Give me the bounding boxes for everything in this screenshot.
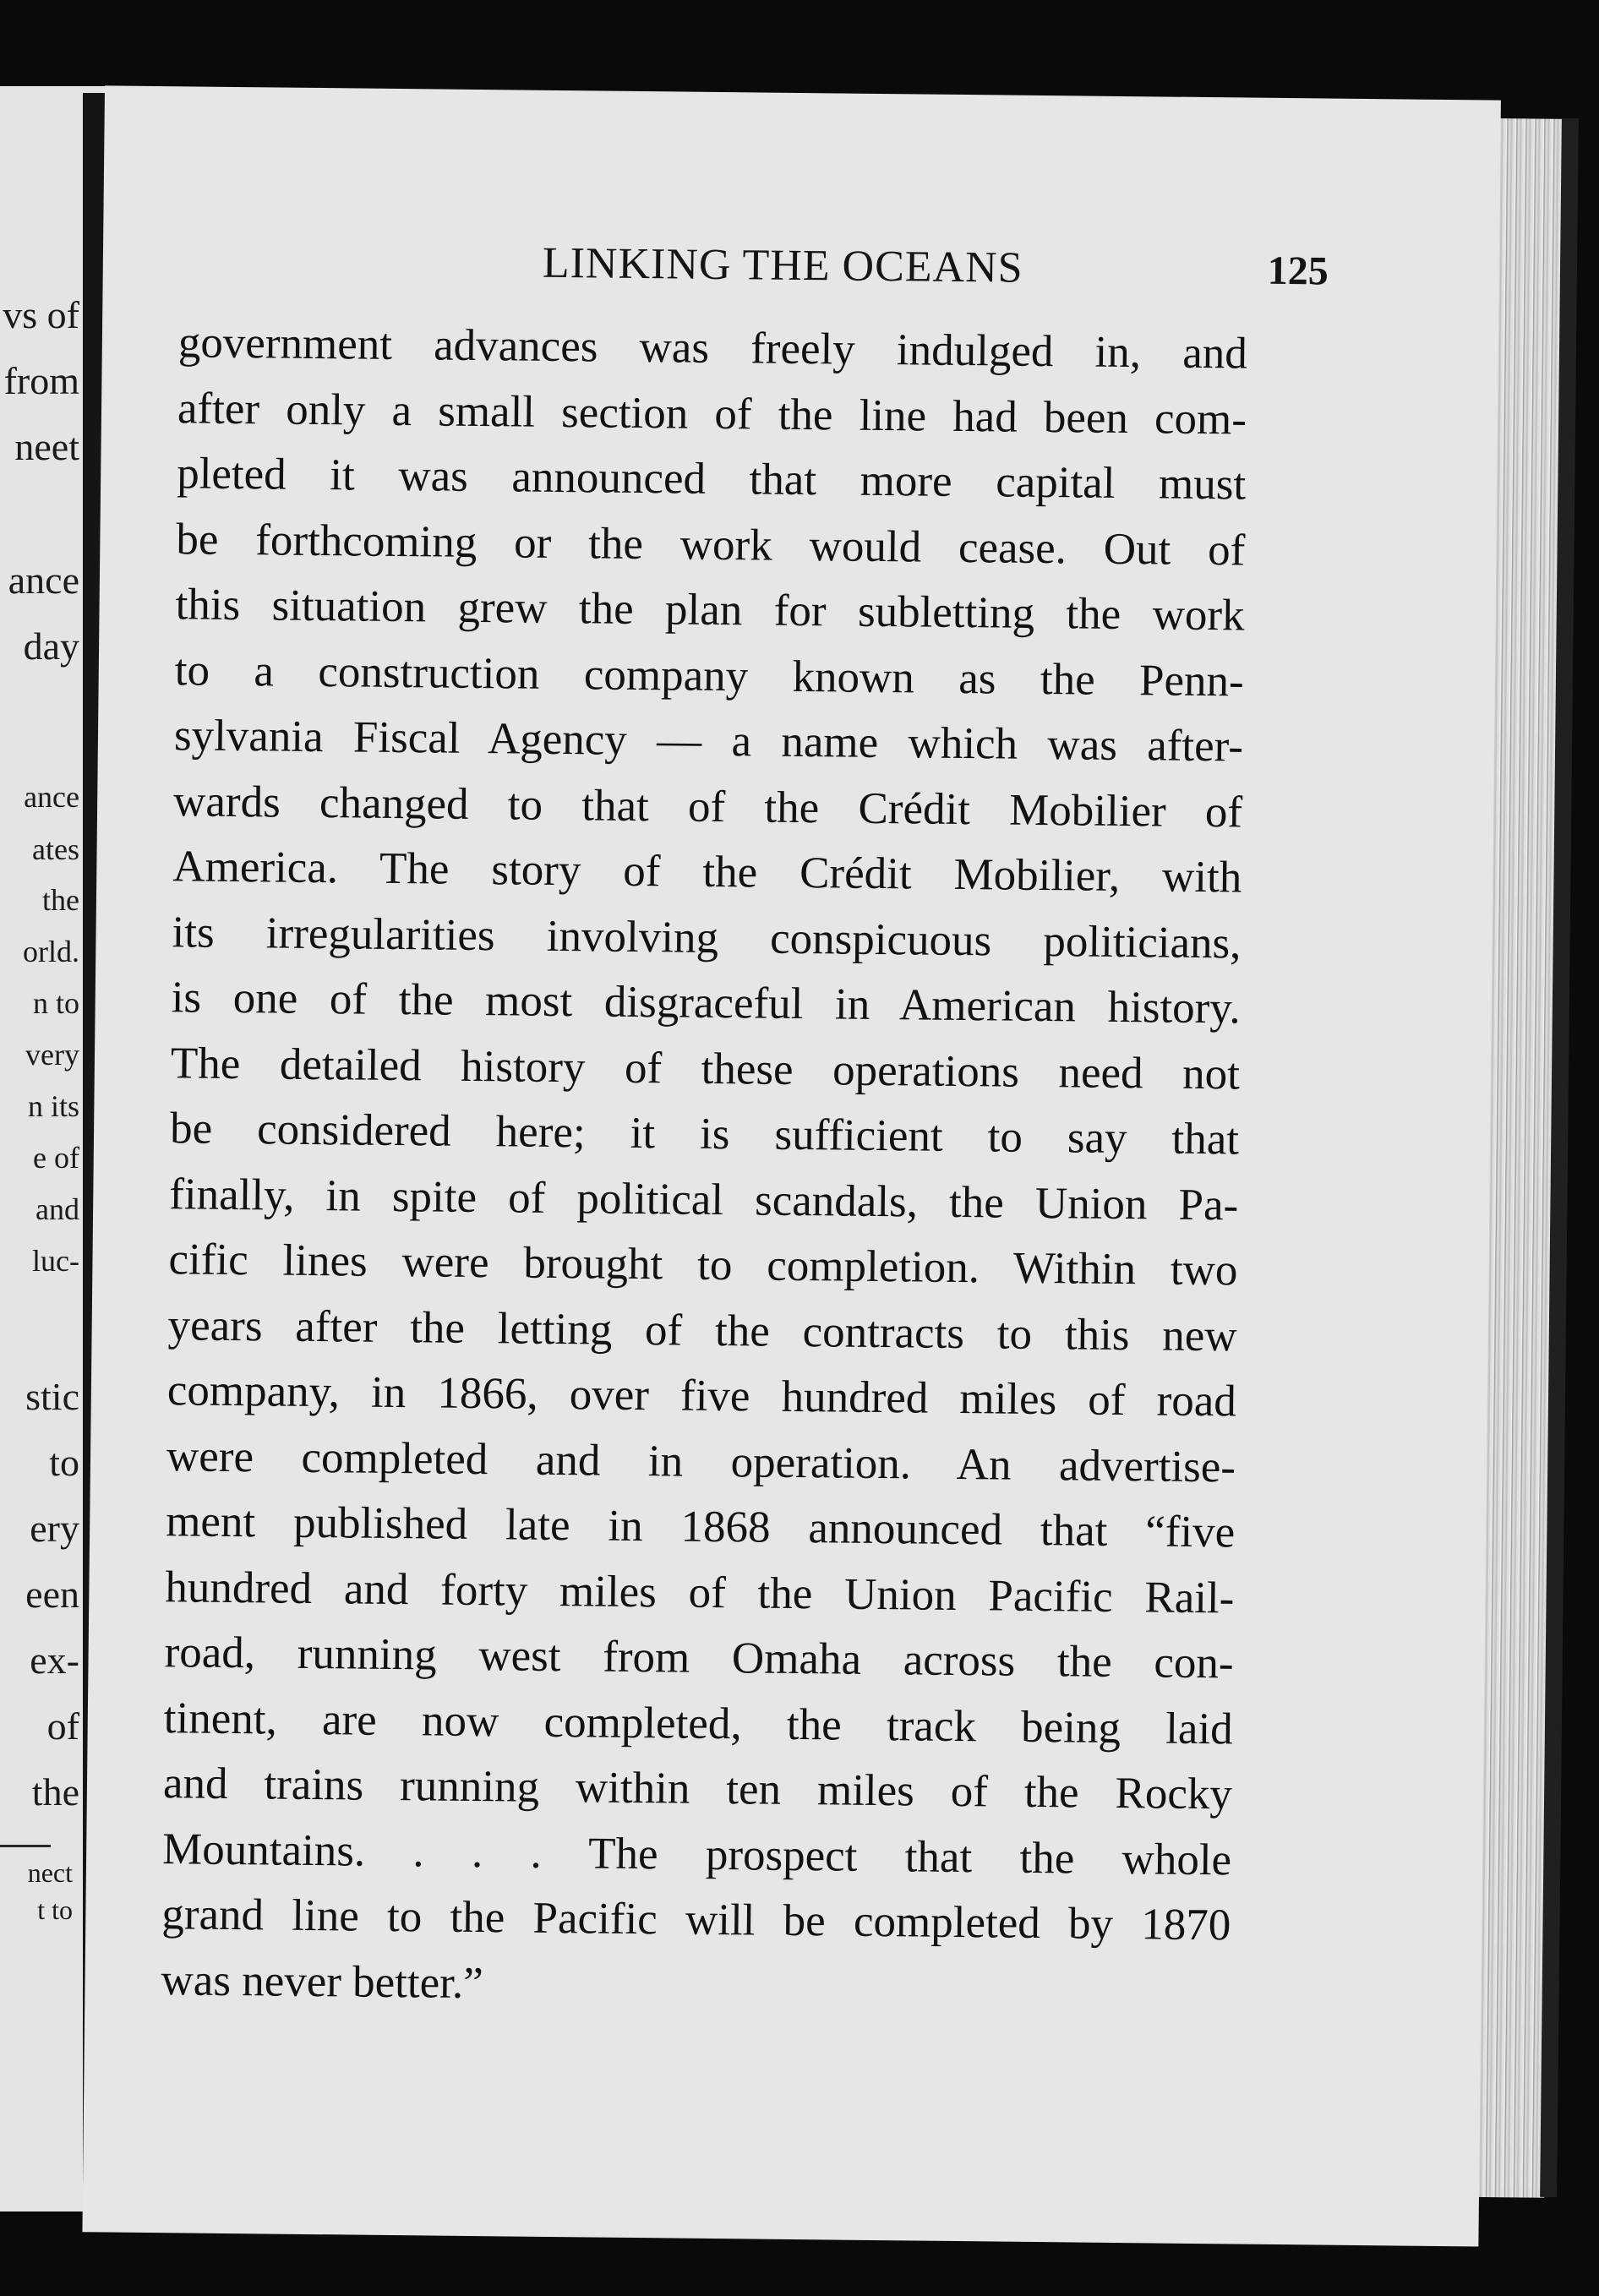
left-page-fragment: ance [8, 559, 79, 602]
left-page-fragment: ery [30, 1507, 79, 1550]
text-line: government advances was freely indulged in, and [177, 318, 1248, 379]
text-line: The detailed history of these operations need not [170, 1038, 1241, 1099]
left-page-fragment: n its [27, 1089, 79, 1123]
text-line: America. The story of the Crédit Mobilier, with [172, 842, 1242, 903]
text-line: is one of the most disgraceful in American history. [171, 973, 1241, 1033]
text-line: cific lines were brought to completion. Within two [168, 1235, 1238, 1295]
left-page-fragment: stic [25, 1375, 79, 1418]
left-page-fragment: from [3, 359, 79, 402]
left-page-fragment: ance [24, 780, 79, 814]
left-page-fragment: neet [14, 425, 79, 468]
left-page-footnote-fragment: t to [37, 1895, 73, 1925]
text-line: Mountains. . . . The prospect that the whole [161, 1824, 1232, 1884]
body-paragraph [161, 310, 1247, 2024]
text-line: after only a small section of the line had been com- [177, 383, 1247, 444]
left-page-fragment: and [35, 1192, 79, 1226]
text-line: grand line to the Pacific will be completed by 1870 [161, 1890, 1231, 1950]
left-page-fragment: very [25, 1038, 79, 1072]
text-line: years after the letting of the contracts to this new [167, 1300, 1237, 1361]
left-page-fragment: n to [32, 986, 79, 1020]
left-page-fragment: the [31, 1770, 79, 1813]
text-line: sylvania Fiscal Agency — a name which was after- [173, 711, 1244, 772]
left-page-fragment: e of [33, 1141, 79, 1175]
text-line: be considered here; it is sufficient to say that [169, 1104, 1240, 1164]
left-page-fragment: luc- [32, 1244, 79, 1278]
left-page-fragment: orld. [23, 935, 79, 968]
text-line: this situation grew the plan for subletting the work [175, 580, 1245, 641]
text-line: company, in 1866, over five hundred miles of road [166, 1366, 1237, 1426]
text-line: be forthcoming or the work would cease. Out of [176, 514, 1246, 575]
left-page-fragment: ates [32, 832, 79, 866]
text-line: road, running west from Omaha across the con- [164, 1628, 1234, 1688]
text-line: hundred and forty miles of the Union Pacific Rail- [165, 1562, 1235, 1622]
text-line: finally, in spite of political scandals, the Union Pa- [169, 1169, 1239, 1230]
left-page-footnote-fragment: nect [27, 1857, 73, 1888]
left-page-fragment: to [49, 1441, 79, 1484]
text-line: its irregularities involving conspicuous politicians, [172, 907, 1242, 968]
left-page-fragment: the [42, 883, 79, 917]
running-head [440, 237, 1329, 306]
text-line: to a construction company known as the Penn- [174, 645, 1245, 706]
page-number: 125 [1267, 248, 1329, 294]
left-page-fragment: ex- [30, 1639, 79, 1682]
left-page-fragment: of [46, 1704, 79, 1748]
text-line: tinent, are now completed, the track being laid [163, 1693, 1234, 1753]
left-page-fragment: day [23, 624, 79, 668]
book-page [82, 85, 1501, 2246]
text-line: wards changed to that of the Crédit Mobilier of [172, 776, 1243, 837]
text-line: was never better.” [161, 1955, 483, 2008]
text-line: and trains running within ten miles of the Rocky [162, 1759, 1233, 1819]
text-line: pleted it was announced that more capital must [176, 449, 1247, 510]
left-page-fragment: vs of [3, 293, 79, 336]
left-footnote-rule [0, 1845, 51, 1847]
text-line: were completed and in operation. An advertise- [166, 1431, 1236, 1492]
left-page-fragment: een [25, 1573, 79, 1616]
running-head-title: LINKING THE OCEANS [542, 238, 1023, 292]
text-line: ment published late in 1868 announced that “five [165, 1497, 1236, 1557]
